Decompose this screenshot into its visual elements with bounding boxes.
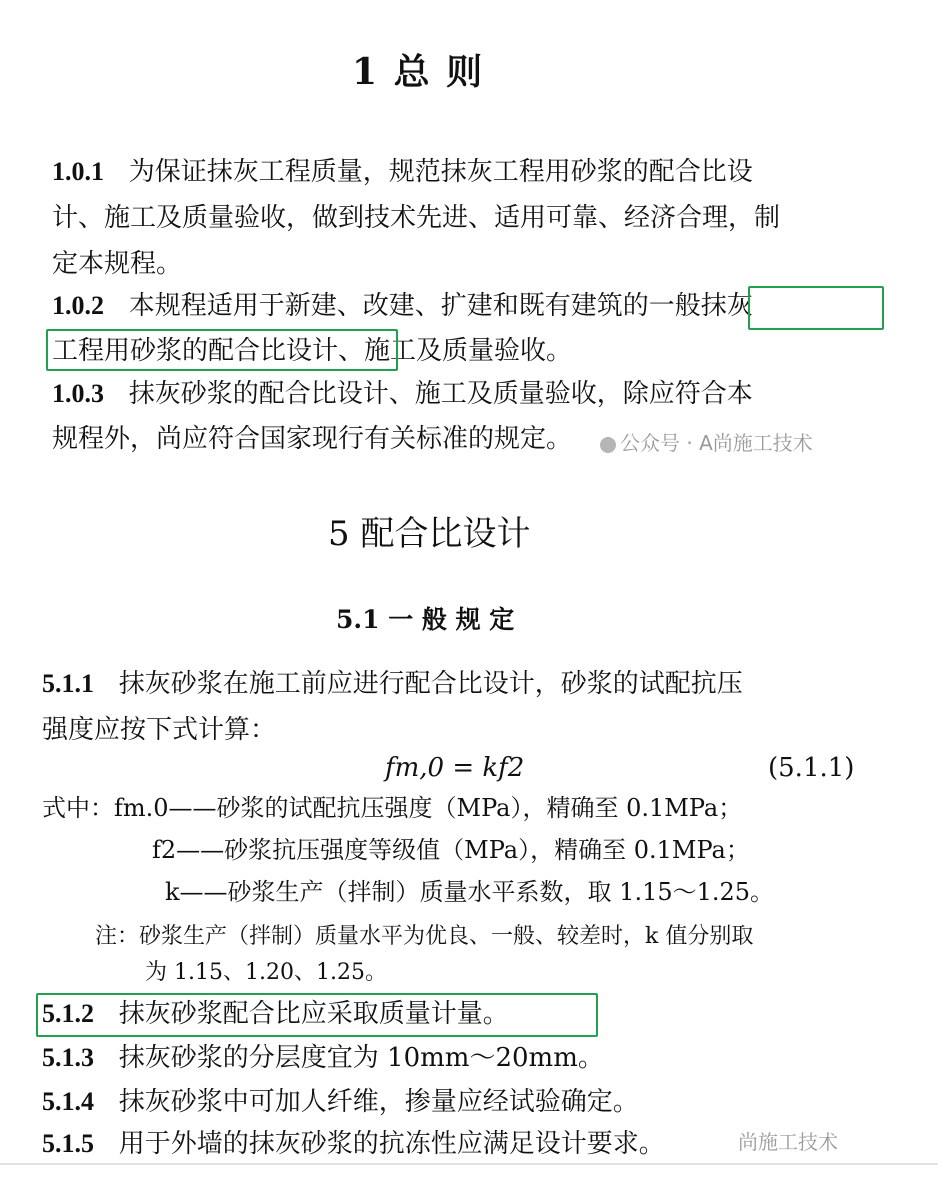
- clause-1-0-1-line2: 计、施工及质量验收，做到技术先进、适用可靠、经济合理，制: [52, 203, 781, 233]
- clause-5-1-3: [42, 1036, 604, 1080]
- formula-number: (5.1.1): [768, 753, 855, 783]
- watermark-1: [600, 427, 813, 456]
- highlight-box-1b: [46, 329, 398, 371]
- section-5-1-title: 5.1 一 般 规 定: [336, 605, 515, 634]
- clause-1-0-2-line1: [52, 284, 753, 328]
- clause-1-0-1-line1: [52, 150, 753, 194]
- watermark-text: 公众号 · A尚施工技术: [620, 431, 813, 455]
- chapter-1-title: 1 总 则: [352, 51, 485, 93]
- where-line-1: 式中：fm.0——砂浆的试配抗压强度（MPa），精确至 0.1MPa；: [42, 794, 743, 822]
- highlight-box-2: [36, 993, 598, 1037]
- bottom-divider: [0, 1163, 938, 1165]
- clause-text: 抹灰砂浆在施工前应进行配合比设计，砂浆的试配抗压: [118, 669, 743, 699]
- note-line-2: 为 1.15、1.20、1.25。: [145, 960, 387, 985]
- clause-text: 抹灰砂浆配合比应采取质量计量。: [118, 999, 509, 1029]
- clause-5-1-1-line2: 强度应按下式计算：: [42, 715, 277, 745]
- clause-number: 5.1.3: [42, 1043, 94, 1072]
- clause-text: 抹灰砂浆的分层度宜为 10mm～20mm。: [118, 1043, 604, 1073]
- clause-text: 用于外墙的抹灰砂浆的抗冻性应满足设计要求。: [118, 1129, 665, 1159]
- clause-number: 1.0.3: [52, 379, 104, 408]
- clause-text: 本规程适用于新建、改建、扩建和既有建筑的一般抹灰: [128, 291, 753, 321]
- clause-5-1-4: [42, 1080, 639, 1124]
- highlight-box-1a: [748, 286, 884, 330]
- clause-number: 1.0.2: [52, 291, 104, 320]
- where-line-3: k——砂浆生产（拌制）质量水平系数，取 1.15～1.25。: [165, 878, 775, 906]
- chapter-5-title: 5 配合比设计: [328, 514, 531, 554]
- clause-1-0-3-line1: [52, 372, 753, 416]
- clause-text: 为保证抹灰工程质量，规范抹灰工程用砂浆的配合比设: [128, 157, 753, 187]
- watermark-2: 尚施工技术: [738, 1130, 838, 1154]
- clause-text: 抹灰砂浆中可加人纤维，掺量应经试验确定。: [118, 1087, 639, 1117]
- formula-text: fm,0 = kf2: [385, 753, 525, 783]
- clause-number: 5.1.4: [42, 1087, 94, 1116]
- clause-number: 5.1.5: [42, 1129, 94, 1158]
- clause-number: 5.1.1: [42, 669, 94, 698]
- formula: [385, 746, 524, 790]
- note-line-1: 注：砂浆生产（拌制）质量水平为优良、一般、较差时，k 值分别取: [95, 924, 754, 949]
- where-line-2: f2——砂浆抗压强度等级值（MPa），精确至 0.1MPa；: [152, 836, 750, 864]
- clause-5-1-1-line1: [42, 662, 743, 706]
- clause-number: 5.1.2: [42, 999, 94, 1028]
- clause-5-1-5: [42, 1122, 665, 1166]
- clause-1-0-2-line2: 工程用砂浆的配合比设计、施工及质量验收。: [52, 336, 573, 366]
- wechat-icon: [600, 437, 616, 453]
- clause-1-0-3-line2: 规程外，尚应符合国家现行有关标准的规定。: [52, 424, 573, 454]
- clause-number: 1.0.1: [52, 157, 104, 186]
- clause-text: 抹灰砂浆的配合比设计、施工及质量验收，除应符合本: [128, 379, 753, 409]
- clause-1-0-1-line3: 定本规程。: [52, 249, 183, 279]
